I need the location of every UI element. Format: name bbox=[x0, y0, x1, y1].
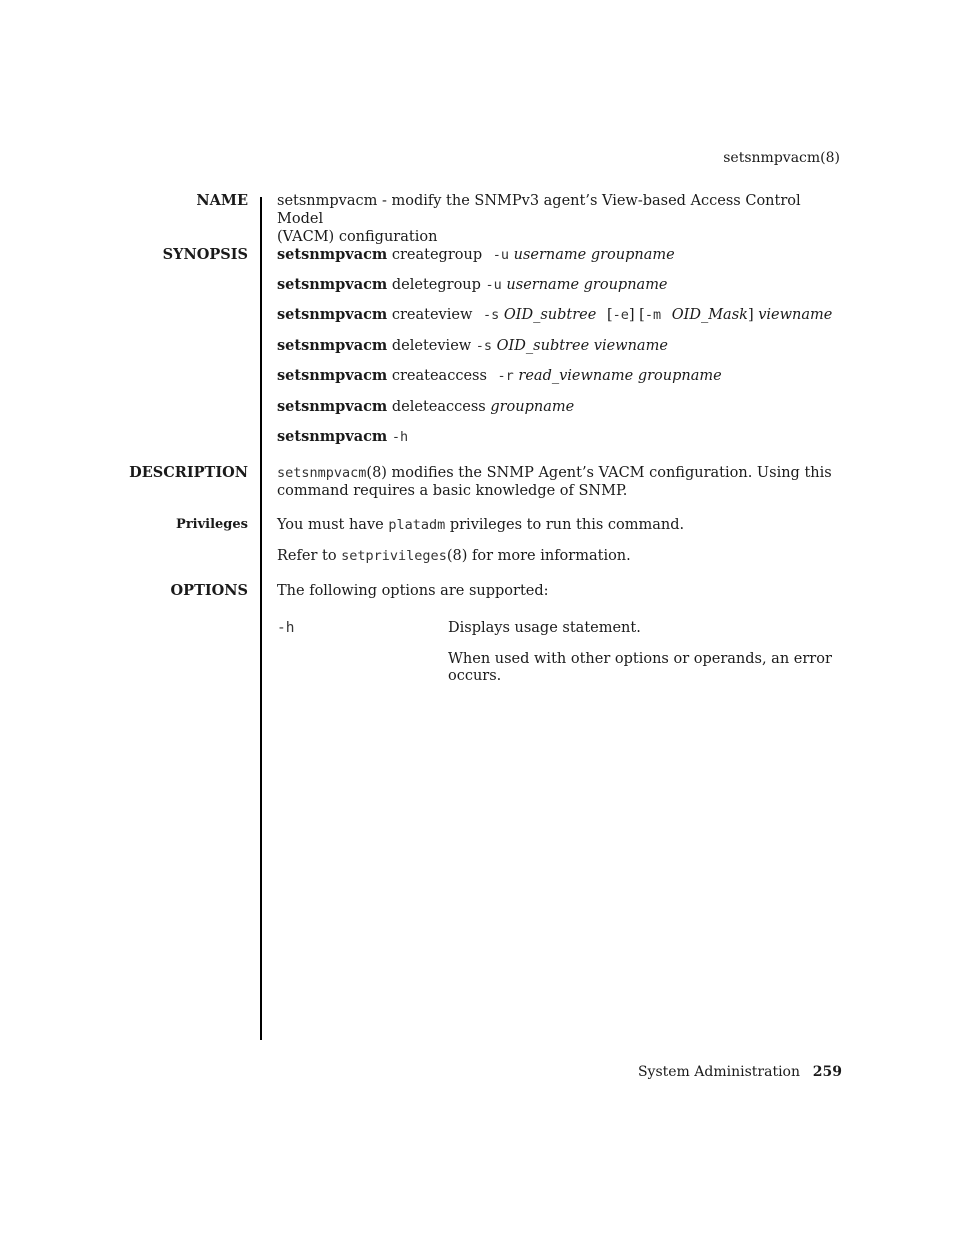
synopsis-subcommand: deletegroup bbox=[391, 277, 481, 293]
synopsis-arg: groupname bbox=[637, 368, 722, 384]
vertical-rule bbox=[260, 197, 262, 1040]
synopsis-bracket: [ bbox=[606, 307, 613, 323]
synopsis-line-creategroup bbox=[277, 246, 675, 263]
synopsis-subcommand: deleteview bbox=[391, 338, 472, 354]
option-desc-line: occurs. bbox=[448, 668, 502, 684]
synopsis-arg: groupname bbox=[583, 277, 668, 293]
privileges-text: You must have bbox=[277, 517, 389, 533]
privileges-text: privileges to run this command. bbox=[445, 517, 685, 533]
synopsis-line-createview bbox=[277, 306, 832, 323]
synopsis-arg: viewname bbox=[758, 307, 833, 323]
description-cmd: setsnmpvacm bbox=[277, 465, 367, 481]
option-desc-line: When used with other options or operands, an error bbox=[448, 651, 832, 667]
synopsis-cmd: setsnmpvacm bbox=[277, 276, 388, 293]
synopsis-arg: OID_subtree bbox=[496, 338, 590, 354]
synopsis-arg: groupname bbox=[490, 399, 575, 415]
privileges-paragraph-1 bbox=[277, 516, 837, 534]
synopsis-arg: OID_subtree bbox=[503, 307, 597, 323]
synopsis-line-deleteview bbox=[277, 337, 668, 354]
privileges-code: platadm bbox=[388, 517, 446, 533]
synopsis-option: -m bbox=[644, 307, 662, 323]
section-label-synopsis: SYNOPSIS bbox=[162, 246, 248, 263]
page-number: 259 bbox=[812, 1064, 842, 1080]
synopsis-cmd: setsnmpvacm bbox=[277, 337, 388, 354]
running-header: setsnmpvacm(8) bbox=[723, 150, 840, 166]
synopsis-cmd: setsnmpvacm bbox=[277, 428, 388, 445]
privileges-text: Refer to bbox=[277, 548, 342, 564]
synopsis-subcommand: deleteaccess bbox=[391, 399, 486, 415]
section-label-description: DESCRIPTION bbox=[129, 464, 248, 481]
name-line-1: setsnmpvacm - modify the SNMPv3 agent’s View-based Access Control Model bbox=[277, 193, 801, 227]
synopsis-arg: username bbox=[513, 247, 587, 263]
privileges-code: setprivileges bbox=[341, 548, 447, 564]
synopsis-line-help bbox=[277, 428, 408, 445]
synopsis-option: -h bbox=[391, 429, 409, 445]
synopsis-arg: groupname bbox=[590, 247, 675, 263]
option-term-h: -h bbox=[277, 620, 295, 636]
options-intro: The following options are supported: bbox=[277, 583, 549, 599]
synopsis-bracket: ] bbox=[747, 307, 754, 323]
description-line-1 bbox=[277, 464, 837, 482]
synopsis-arg: viewname bbox=[593, 338, 668, 354]
synopsis-option: -u bbox=[485, 277, 502, 293]
synopsis-arg: OID_Mask bbox=[671, 307, 748, 323]
synopsis-arg: read_viewname bbox=[518, 368, 634, 384]
synopsis-line-deleteaccess bbox=[277, 398, 574, 415]
option-desc-h-1: Displays usage statement. bbox=[448, 620, 641, 636]
name-text bbox=[277, 192, 837, 246]
description-line-2: command requires a basic knowledge of SNMP. bbox=[277, 483, 628, 499]
synopsis-subcommand: createview bbox=[391, 307, 473, 323]
privileges-paragraph-2 bbox=[277, 547, 837, 565]
synopsis-option: -r bbox=[497, 368, 514, 384]
option-desc-h-2 bbox=[448, 651, 838, 685]
synopsis-option: -s bbox=[475, 338, 493, 354]
synopsis-bracket: ] [ bbox=[628, 307, 645, 323]
synopsis-arg: username bbox=[506, 277, 580, 293]
synopsis-cmd: setsnmpvacm bbox=[277, 306, 388, 323]
synopsis-option: -s bbox=[483, 307, 500, 323]
footer-section-title: System Administration bbox=[637, 1064, 800, 1080]
privileges-text: (8) for more information. bbox=[446, 548, 631, 564]
synopsis-cmd: setsnmpvacm bbox=[277, 367, 388, 384]
synopsis-line-deletegroup bbox=[277, 276, 668, 293]
section-label-name: NAME bbox=[196, 192, 248, 209]
section-label-options: OPTIONS bbox=[170, 582, 248, 599]
description-text bbox=[277, 464, 837, 500]
synopsis-line-createaccess bbox=[277, 367, 722, 384]
synopsis-subcommand: createaccess bbox=[391, 368, 487, 384]
synopsis-cmd: setsnmpvacm bbox=[277, 398, 388, 415]
synopsis-subcommand: creategroup bbox=[391, 247, 483, 263]
name-line-2: (VACM) configuration bbox=[277, 229, 438, 245]
synopsis-option: -e bbox=[612, 307, 629, 323]
subsection-label-privileges: Privileges bbox=[176, 517, 248, 532]
description-text-1: (8) modifies the SNMP Agent’s VACM configuration. Using this bbox=[366, 465, 832, 481]
synopsis-cmd: setsnmpvacm bbox=[277, 246, 388, 263]
synopsis-option: -u bbox=[492, 247, 509, 263]
